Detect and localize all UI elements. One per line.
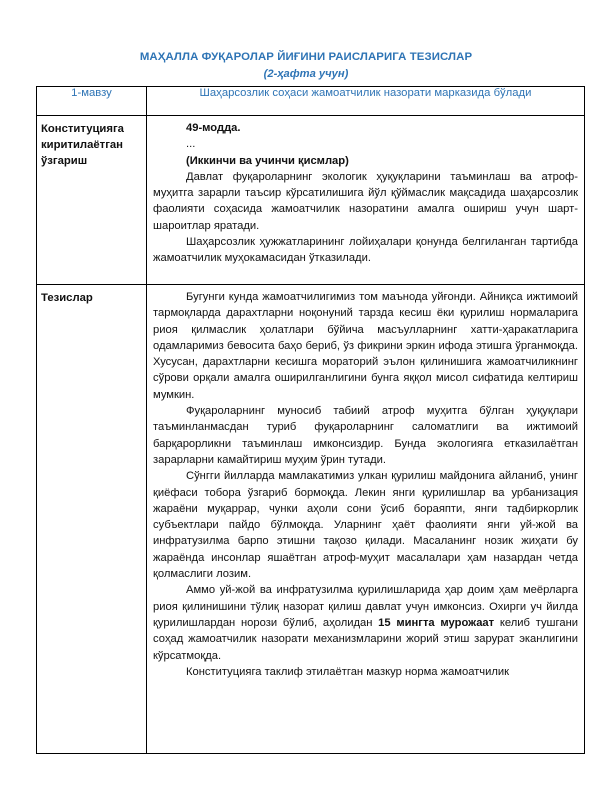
document-subtitle: (2-ҳафта учун) [263,68,349,80]
thesis-text: келиб тушгани соҳад жамоатчилик назорати механизмларини жорий этиш зарурат эканлигини кўрсатмоқда. [153,616,579,662]
thesis-text: Аммо уй-жой ва инфратузилма қурилишларида ҳар доим ҳам меёрларга риоя қилинишини тўлиқ назорат қилиш давлат учун имконсиз. Охирги уч йилда қурилишлардан норози бўлиб, аҳолидан [153,584,578,629]
ellipsis-text: ... [186,138,196,151]
theses-content [147,285,585,754]
document-title: МАҲАЛЛА ФУҚАРОЛАР ЙИҒИНИ РАИСЛАРИГА ТЕЗИСЛАР [139,51,473,63]
topic-number-cell: 1-мавзу [37,87,147,116]
thesis-table [36,86,585,754]
topic-title-cell: Шаҳарсозлик соҳаси жамоатчилик назорати марказида бўлади [147,87,585,116]
article-parts: (Иккинчи ва учинчи қисмлар) [186,154,349,167]
thesis-paragraph: Конституцияга таклиф этилаётган мазкур норма жамоатчилик [186,665,510,678]
table-header-row [37,87,585,116]
appeals-count: 15 мингта мурожаат [378,616,495,629]
table-row-amendment [37,116,585,285]
table-row-theses [37,285,585,754]
row-label-amendment: Конституцияга киритилаётган ўзгариш [37,116,147,285]
row-label-theses: Тезислар [37,285,147,754]
thesis-paragraph: Сўнгги йилларда мамлакатимиз улкан қурилиш майдонига айланиб, унинг қиёфаси тобора ўзгариб бормоқда. Лекин янги қурилишлар ва урбанизация жараёни муқаррар, чунки аҳоли сони ўсиб бораяпти, янги тадбиркорлик субъектлари пайдо бўлмоқда. Уларнинг ҳаёт фаолияти янги уй-жой ва инфратузилма барпо этишни тақозо қилади. Масаланинг нозик жиҳати бу жараёнда инсонлар яшаётган атроф-муҳит масалалари ҳам назардан четда қолмаслиги лозим. [153,470,578,581]
amendment-paragraph: Шаҳарсозлик ҳужжатларининг лойиҳалари қонунда белгиланган тартибда жамоатчилик муҳокамасидан ўтказилади. [153,236,578,265]
amendment-paragraph: Давлат фуқароларнинг экологик ҳуқуқларини таъминлаш ва атроф-муҳитга зарарли таъсир кўрсатилишига йўл қўймаслик мақсадида шаҳарсозлик фаолияти соҳасида жамоатчилик назоратини амалга ошириш учун шарт-шароитлар яратади. [153,170,578,232]
article-number: 49-модда. [186,122,241,134]
thesis-paragraph: Бугунги кунда жамоатчилигимиз том маънода уйғонди. Айниқса ижтимоий тармоқларда дарахтларни ноқонуний тарзда кесиш ёки қурилиш нормаларига риоя қилмаслик ҳолатлари бўйича масъулларнинг хатти-ҳаракатларига одамларимиз бевосита баҳо бериб, ўз фикрини эркин ифода этишга ўрганмоқда. Хусусан, дарахтларни кесишга мораторий эълон қилинишига жамоатчиликнинг сўрови орқали амалга оширилганлигини бунга яққол мисол сифатида келтириш мумкин. [153,291,578,401]
amendment-content [147,116,585,285]
thesis-paragraph: Фуқароларнинг муносиб табиий атроф муҳитга бўлган ҳуқуқлари таъминланмасдан туриб фуқароларнинг саломатлиги ва ижтимоий барқарорликни таъминлаш имконсиздир. Бунда экологияга етказилаётган зарарларни камайтириш муҳим ўрин тутади. [153,405,578,466]
thesis-paragraph [153,582,578,663]
